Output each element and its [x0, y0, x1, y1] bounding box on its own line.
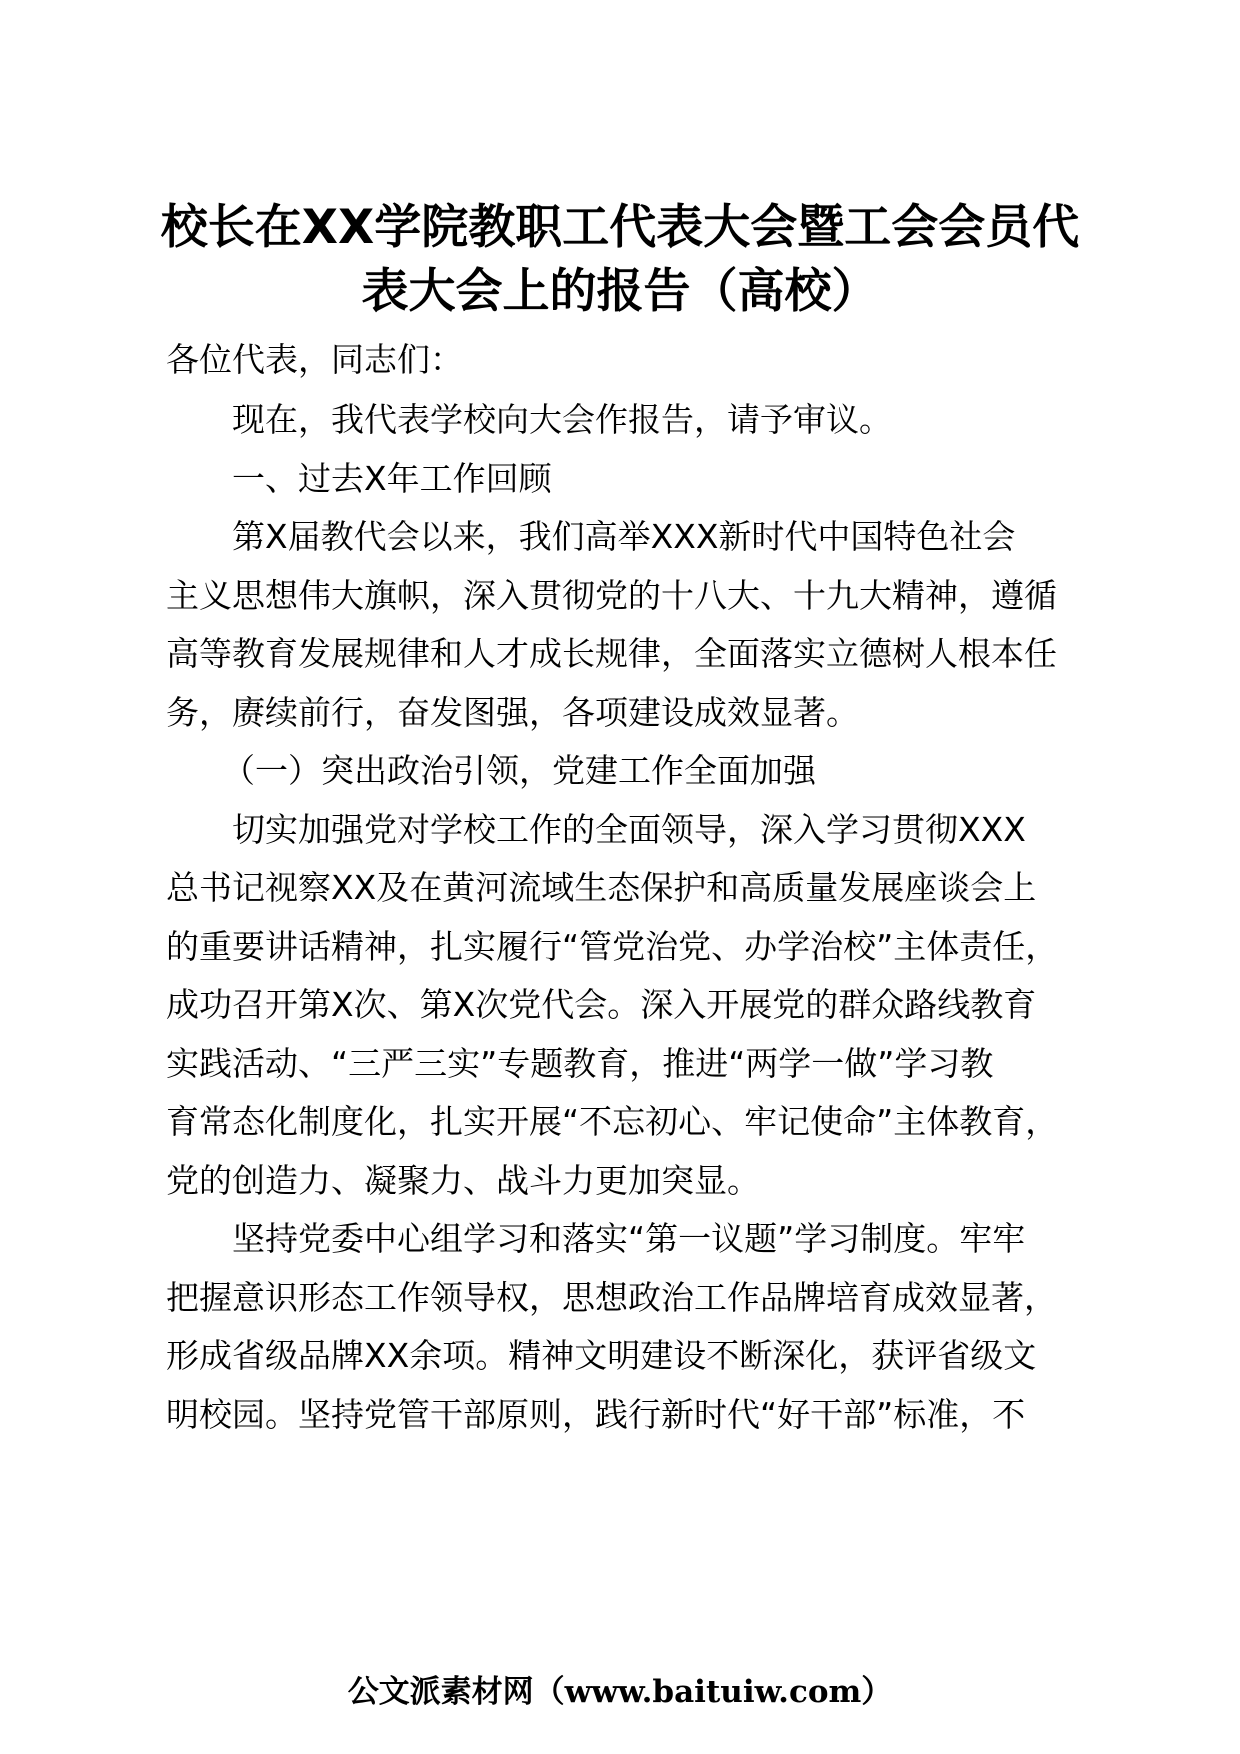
- opening-paragraph: 现在，我代表学校向大会作报告，请予审议。: [232, 400, 892, 439]
- paragraph-line: 高等教育发展规律和人才成长规律，全面落实立德树人根本任: [166, 634, 1057, 673]
- paragraph-line: 明校园。坚持党管干部原则，践行新时代“好干部”标准，不: [166, 1395, 1026, 1434]
- paragraph-line: 形成省级品牌XX余项。精神文明建设不断深化，获评省级文: [166, 1336, 1037, 1375]
- paragraph-line: 育常态化制度化，扎实开展“不忘初心、牢记使命”主体教育，: [166, 1102, 1059, 1141]
- paragraph-line: 成功召开第X次、第X次党代会。深入开展党的群众路线教育: [166, 985, 1037, 1024]
- paragraph-line: 的重要讲话精神，扎实履行“管党治党、办学治校”主体责任，: [166, 927, 1059, 966]
- paragraph-line: 切实加强党对学校工作的全面领导，深入学习贯彻XXX: [232, 810, 1026, 849]
- footer-watermark: 公文派素材网（www.baituiw.com）: [347, 1674, 893, 1710]
- paragraph-line: 主义思想伟大旗帜，深入贯彻党的十八大、十九大精神，遵循: [166, 576, 1057, 615]
- paragraph-line: 坚持党委中心组学习和落实“第一议题”学习制度。牢牢: [232, 1219, 1026, 1258]
- section-heading-1: 一、过去X年工作回顾: [232, 459, 552, 498]
- subsection-heading-1: （一）突出政治引领，党建工作全面加强: [222, 751, 816, 790]
- paragraph-line: 党的创造力、凝聚力、战斗力更加突显。: [166, 1161, 760, 1200]
- paragraph-line: 务，赓续前行，奋发图强，各项建设成效显著。: [166, 693, 859, 732]
- document-title-line-2: 表大会上的报告（高校）: [361, 264, 879, 319]
- paragraph-line: 总书记视察XX及在黄河流域生态保护和高质量发展座谈会上: [166, 868, 1037, 907]
- document-title-line-1: 校长在XX学院教职工代表大会暨工会会员代: [160, 200, 1080, 255]
- paragraph-line: 第X届教代会以来，我们高举XXX新时代中国特色社会: [232, 517, 1016, 556]
- paragraph-line: 把握意识形态工作领导权，思想政治工作品牌培育成效显著，: [166, 1278, 1057, 1317]
- paragraph-line: 实践活动、“三严三实”专题教育，推进“两学一做”学习教: [166, 1044, 994, 1083]
- salutation: 各位代表，同志们：: [166, 340, 463, 379]
